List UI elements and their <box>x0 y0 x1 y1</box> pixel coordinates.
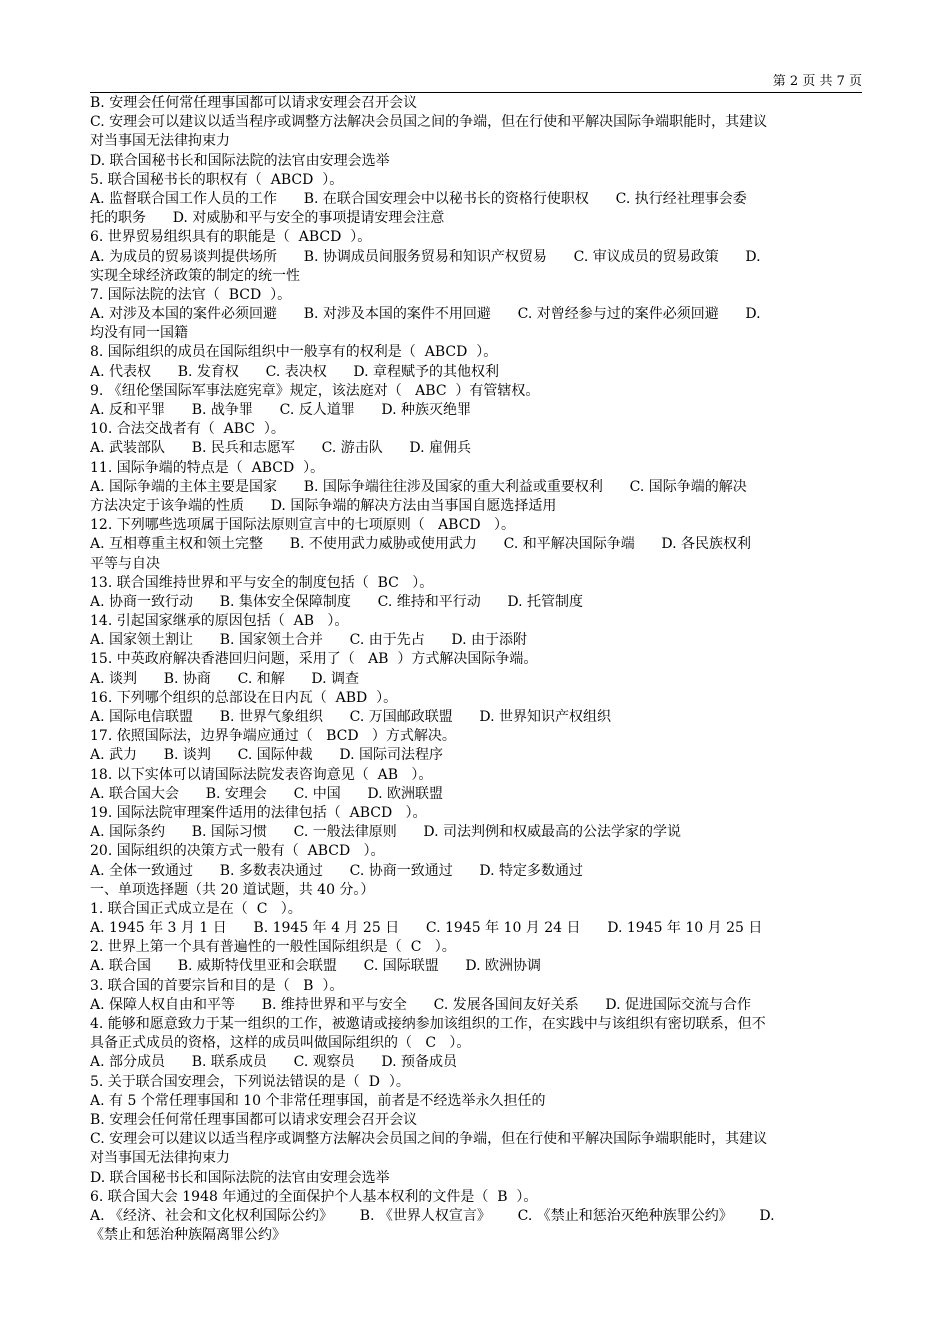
text-line: 6. 世界贸易组织具有的职能是（ ABCD ）。 <box>90 229 372 246</box>
text-line: 16. 下列哪个组织的总部设在日内瓦（ ABD ）。 <box>90 689 398 706</box>
text-line: 12. 下列哪些选项属于国际法原则宣言中的七项原则（ ABCD ）。 <box>90 517 516 534</box>
text-line: A. 谈判 B. 协商 C. 和解 D. 调查 <box>90 670 360 687</box>
text-line: 1. 联合国正式成立是在（ C ）。 <box>90 900 302 917</box>
text-line: A. 联合国 B. 威斯特伐里亚和会联盟 C. 国际联盟 D. 欧洲协调 <box>90 958 542 975</box>
text-line: 实现全球经济政策的制定的统一性 <box>90 267 300 284</box>
text-line: 18. 以下实体可以请国际法院发表咨询意见（ AB ）。 <box>90 766 433 783</box>
text-line: 13. 联合国维持世界和平与安全的制度包括（ BC ）。 <box>90 574 434 591</box>
text-line: 5. 联合国秘书长的职权有（ ABCD ）。 <box>90 171 344 188</box>
text-line: C. 安理会可以建议以适当程序或调整方法解决会员国之间的争端，但在行使和平解决国际争端职能时，其建议 <box>90 114 768 131</box>
text-line: 14. 引起国家继承的原因包括（ AB ）。 <box>90 613 349 630</box>
text-line: A. 互相尊重主权和领土完整 B. 不使用武力威胁或使用武力 C. 和平解决国际争端 D. 各民族权利 <box>90 536 752 553</box>
text-line: A. 协商一致行动 B. 集体安全保障制度 C. 维持和平行动 D. 托管制度 <box>90 593 584 610</box>
text-line: A. 1945 年 3 月 1 日 B. 1945 年 4 月 25 日 C. 1945 年 10 月 24 日 D. 1945 年 10 月 25 日 <box>90 920 763 937</box>
text-line: A. 联合国大会 B. 安理会 C. 中国 D. 欧洲联盟 <box>90 785 444 802</box>
page-indicator: 第 2 页 共 7 页 <box>772 74 862 89</box>
text-line: 19. 国际法院审理案件适用的法律包括（ ABCD ）。 <box>90 804 427 821</box>
text-line: 20. 国际组织的决策方式一般有（ ABCD ）。 <box>90 843 385 860</box>
text-line: C. 安理会可以建议以适当程序或调整方法解决会员国之间的争端，但在行使和平解决国际争端职能时，其建议 <box>90 1131 768 1148</box>
text-line: 4. 能够和愿意致力于某一组织的工作，被邀请或接纳参加该组织的工作，在实践中与该组织有密切联系，但不 <box>90 1016 766 1032</box>
text-line: 5. 关于联合国安理会，下列说法错误的是（ D ）。 <box>90 1073 410 1090</box>
text-line: 托的职务 D. 对威胁和平与安全的事项提请安理会注意 <box>90 210 445 227</box>
text-line: A. 反和平罪 B. 战争罪 C. 反人道罪 D. 种族灭绝罪 <box>90 402 472 418</box>
text-line: A. 国际争端的主体主要是国家 B. 国际争端往往涉及国家的重大利益或重要权利 C. 国际争端的解决 <box>90 478 747 495</box>
text-line: 对当事国无法律拘束力 <box>90 133 230 150</box>
text-line: 方法决定于该争端的性质 D. 国际争端的解决方法由当事国自愿选择适用 <box>90 497 557 514</box>
text-line: 6. 联合国大会 1948 年通过的全面保护个人基本权利的文件是（ B ）。 <box>90 1188 538 1205</box>
text-line: A. 武装部队 B. 民兵和志愿军 C. 游击队 D. 雇佣兵 <box>90 440 472 457</box>
text-line: 11. 国际争端的特点是（ ABCD ）。 <box>90 459 325 476</box>
page-header <box>90 74 862 93</box>
text-line: A. 对涉及本国的案件必须回避 B. 对涉及本国的案件不用回避 C. 对曾经参与过的案件必须回避 D. <box>90 306 761 323</box>
text-line: 平等与自决 <box>90 555 160 572</box>
text-line: 7. 国际法院的法官（ BCD ）。 <box>90 286 292 303</box>
text-line: 一、单项选择题（共 20 道试题，共 40 分。） <box>90 881 375 898</box>
text-line: 《禁止和惩治种族隔离罪公约》 <box>90 1227 286 1244</box>
text-line: 3. 联合国的首要宗旨和目的是（ B ）。 <box>90 977 344 994</box>
text-line: 15. 中英政府解决香港回归问题，采用了（ AB ）方式解决国际争端。 <box>90 651 538 668</box>
text-line: A. 有 5 个常任理事国和 10 个非常任理事国，前者是不经选举永久担任的 <box>90 1092 546 1109</box>
text-line: 9. 《纽伦堡国际军事法庭宪章》规定，该法庭对（ ABC ）有管辖权。 <box>90 382 540 399</box>
text-line: 10. 合法交战者有（ ABC ）。 <box>90 421 285 438</box>
text-line: A. 部分成员 B. 联系成员 C. 观察员 D. 预备成员 <box>90 1054 458 1071</box>
text-line: 8. 国际组织的成员在国际组织中一般享有的权利是（ ABCD ）。 <box>90 344 498 361</box>
text-line: A. 国家领土割让 B. 国家领土合并 C. 由于先占 D. 由于添附 <box>90 632 528 649</box>
text-line: A. 监督联合国工作人员的工作 B. 在联合国安理会中以秘书长的资格行使职权 C. 执行经社理事会委 <box>90 190 747 207</box>
text-line: D. 联合国秘书长和国际法院的法官由安理会选举 <box>90 1169 390 1186</box>
text-line: 2. 世界上第一个具有普遍性的一般性国际组织是（ C ）。 <box>90 939 456 956</box>
text-line: 17. 依照国际法，边界争端应通过（ BCD ）方式解决。 <box>90 728 456 745</box>
text-line: B. 安理会任何常任理事国都可以请求安理会召开会议 <box>90 1111 418 1128</box>
text-line: A. 为成员的贸易谈判提供场所 B. 协调成员间服务贸易和知识产权贸易 C. 审议成员的贸易政策 D. <box>90 248 761 265</box>
text-line: 具备正式成员的资格，这样的成员叫做国际组织的（ C ）。 <box>90 1035 471 1052</box>
text-line: A. 保障人权自由和平等 B. 维持世界和平与安全 C. 发展各国间友好关系 D. 促进国际交流与合作 <box>90 996 752 1013</box>
text-line: A. 国际条约 B. 国际习惯 C. 一般法律原则 D. 司法判例和权威最高的公法学家的学说 <box>90 824 682 841</box>
text-line: A. 全体一致通过 B. 多数表决通过 C. 协商一致通过 D. 特定多数通过 <box>90 862 584 879</box>
text-line: A. 国际电信联盟 B. 世界气象组织 C. 万国邮政联盟 D. 世界知识产权组织 <box>90 709 612 725</box>
text-line: A. 《经济、社会和文化权利国际公约》 B. 《世界人权宣言》 C. 《禁止和惩治灭绝种族罪公约》 D. <box>90 1207 775 1224</box>
text-line: D. 联合国秘书长和国际法院的法官由安理会选举 <box>90 152 390 169</box>
text-line: B. 安理会任何常任理事国都可以请求安理会召开会议 <box>90 95 418 111</box>
text-line: A. 武力 B. 谈判 C. 国际仲裁 D. 国际司法程序 <box>90 747 444 764</box>
text-line: 均没有同一国籍 <box>90 325 188 342</box>
document-body <box>90 94 862 1245</box>
text-line: A. 代表权 B. 发育权 C. 表决权 D. 章程赋予的其他权利 <box>90 363 500 380</box>
text-line: 对当事国无法律拘束力 <box>90 1150 230 1167</box>
